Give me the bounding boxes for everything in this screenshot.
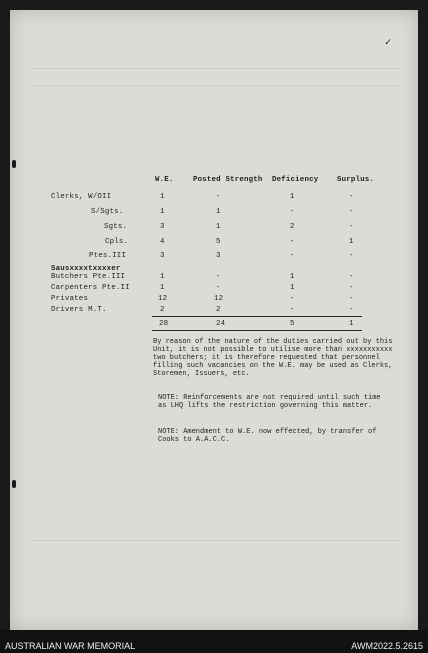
cell-posted: 2 (216, 306, 221, 314)
cell-we: 3 (160, 223, 165, 231)
cell-we: 3 (160, 252, 165, 260)
cell-surplus: - (349, 223, 354, 231)
cell-posted: 3 (216, 252, 221, 260)
row-label: Ptes.III (89, 252, 127, 260)
cell-posted: 1 (216, 223, 221, 231)
cell-surplus: - (349, 295, 354, 303)
header-we: W.E. (155, 176, 174, 184)
total-deficiency: 5 (290, 320, 295, 328)
row-label: S/Sgts. (91, 208, 124, 216)
punch-hole (12, 160, 16, 168)
totals-top-rule (152, 316, 362, 317)
bleed-through-rule (30, 85, 400, 86)
row-label: Butchers Pte.III (51, 273, 126, 281)
cell-surplus: - (349, 208, 354, 216)
header-deficiency: Deficiency (272, 176, 319, 184)
cell-posted: - (216, 193, 221, 201)
total-surplus: 1 (349, 320, 354, 328)
row-label: Sgts. (104, 223, 128, 231)
header-posted-strength: Posted Strength (193, 176, 263, 184)
cell-we: 4 (160, 238, 165, 246)
footer-institution: AUSTRALIAN WAR MEMORIAL (5, 641, 136, 651)
cell-we: 12 (158, 295, 168, 303)
cell-surplus: - (349, 284, 354, 292)
punch-hole (12, 480, 16, 488)
cell-surplus: 1 (349, 238, 354, 246)
bleed-through-rule (30, 68, 400, 69)
cell-deficiency: - (290, 238, 295, 246)
cell-deficiency: 1 (290, 193, 295, 201)
cell-posted: - (216, 273, 221, 281)
row-label: Carpenters Pte.II (51, 284, 130, 292)
cell-posted: 12 (214, 295, 224, 303)
cell-we: 1 (160, 193, 165, 201)
note-reinforcements: NOTE: Reinforcements are not required until such time as LHQ lifts the restriction governing this matter. (158, 394, 381, 410)
cell-deficiency: 1 (290, 273, 295, 281)
reason-paragraph: By reason of the nature of the duties carried out by this Unit, it is not possible to utilise more than xxxxxxxxxxx two butchers; it is therefore requested that personnel filling such vacancies on the W.E. may be used as Clerks, Storemen, Issuers, etc. (153, 338, 393, 378)
note-amendment: NOTE: Amendment to W.E. now effected, by transfer of Cooks to A.A.C.C. (158, 428, 377, 444)
cell-deficiency: - (290, 306, 295, 314)
row-label: Drivers M.T. (51, 306, 107, 314)
cell-we: 1 (160, 208, 165, 216)
cell-surplus: - (349, 252, 354, 260)
cell-we: 1 (160, 284, 165, 292)
row-label: Clerks, W/OII (51, 193, 112, 201)
total-posted: 24 (216, 320, 226, 328)
cell-posted: - (216, 284, 221, 292)
row-label: Privates (51, 295, 89, 303)
total-we: 28 (159, 320, 169, 328)
cell-deficiency: - (290, 208, 295, 216)
cell-posted: 5 (216, 238, 221, 246)
pen-mark-icon: ✓ (385, 38, 392, 49)
cell-deficiency: 1 (290, 284, 295, 292)
cell-deficiency: - (290, 252, 295, 260)
totals-bottom-rule (152, 330, 362, 331)
cell-posted: 1 (216, 208, 221, 216)
row-label-struck-out: Sausxxxxtxxxxer (51, 265, 121, 273)
document-page (10, 10, 418, 630)
cell-surplus: - (349, 273, 354, 281)
cell-we: 1 (160, 273, 165, 281)
bleed-through-rule (30, 540, 400, 541)
header-surplus: Surplus. (337, 176, 375, 184)
footer-accession-number: AWM2022.5.2615 (351, 641, 423, 651)
row-label: Cpls. (105, 238, 129, 246)
cell-we: 2 (160, 306, 165, 314)
cell-deficiency: - (290, 295, 295, 303)
cell-deficiency: 2 (290, 223, 295, 231)
archive-footer (0, 630, 428, 653)
cell-surplus: - (349, 193, 354, 201)
cell-surplus: - (349, 306, 354, 314)
